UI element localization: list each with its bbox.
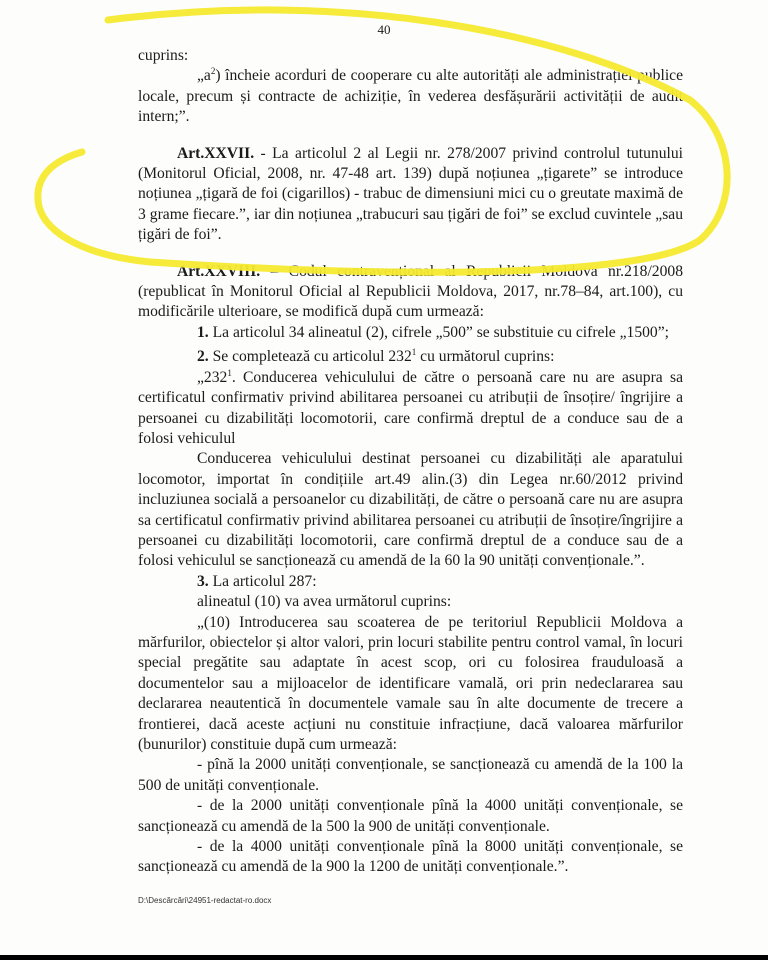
- paragraph-232-2: [138, 449, 683, 571]
- text-run: - de la 4000 unități convenționale pînă la 8000 unități convenționale, se sancționează cu amendă de la 900 la 1200 de unități convenționale.”.: [138, 838, 683, 876]
- item-number: 2.: [197, 348, 209, 366]
- paragraph-cuprins: [138, 46, 683, 66]
- item-number: 3.: [197, 572, 209, 590]
- item-1: [138, 323, 683, 343]
- item-number: 1.: [197, 323, 209, 341]
- article-xxvii: [138, 144, 683, 246]
- superscript: 1: [227, 367, 232, 378]
- text-run: ) încheie acorduri de cooperare cu alte autorități ale administrației publice locale, precum și contracte de achiziție, în vederea desfășurării activității de audit intern;”.: [138, 67, 683, 126]
- dash-item-2: [138, 796, 683, 837]
- item-text: La articolul 287:: [208, 572, 317, 590]
- paragraph-a2: [138, 66, 683, 127]
- text-run: . Conducerea vehiculului de către o persoană care nu are asupra sa certificatul confirmativ privind abilitarea persoanei cu atribuții de însoțire/ îngrijire a persoanei cu dizabilități locomotorii, care confirmă dreptul de a conduce sau de a folosi vehiculul: [138, 368, 683, 447]
- text-run: - de la 2000 unități convenționale pînă la 4000 unități convenționale, se sancționează cu amendă de la 500 la 900 de unități convenționale.: [138, 797, 683, 835]
- page-number: 40: [377, 22, 391, 37]
- paragraph-alin-10: [138, 613, 683, 756]
- article-text: – Codul contravențional al Republicii Moldova nr.218/2008 (republicat în Monitorul Oficial al Republicii Moldova, 2017, nr.78–84, art.100), cu modificările ulterioare, se modifică după cum urmează:: [138, 262, 683, 321]
- article-text: - La articolul 2 al Legii nr. 278/2007 privind controlul tutunului (Monitorul Oficial, 2008, nr. 47-48 art. 139) după noțiunea „țigarete” se introduce noțiunea „țigară de foi (cigarillos) - trabuc de dimensiuni mici cu o greutate maximă de 3 grame fiecare.”, iar din noțiunea „trabucuri sau țigări de foi” se exclud cuvintele „sau țigări de foi”.: [138, 144, 683, 244]
- text-run: alineatul (10) va avea următorul cuprins:: [197, 593, 452, 611]
- text-run: Conducerea vehiculului destinat persoanei cu dizabilități ale aparatului locomotor, importat în condițiile art.49 alin.(3) din Legea nr.60/2012 privind incluziunea socială a persoanelor cu dizabilități, de către o persoană care nu are asupra sa certificatul confirmativ privind abilitarea persoanei cu atribuții de însoțire/îngrijire a persoanei cu dizabilități locomotorii, care confirmă dreptul de a conduce sau de a folosi vehiculul se sancționează cu amendă de la 60 la 90 unități convenționale.”.: [138, 450, 683, 570]
- text-run: - pînă la 2000 unități convenționale, se sancționează cu amendă de la 100 la 500 de unități convenționale.: [138, 756, 683, 794]
- text-run: „(10) Introducerea sau scoaterea de pe teritoriul Republicii Moldova a mărfurilor, obiectelor și altor valori, prin locuri stabilite pentru control vamal, în locuri special pregătite sau adaptate în acest scop, ori cu folosirea frauduloasă a documentelor sau a mijloacelor de identificare vamală, ori prin nedeclararea sau declararea neautentică în documentele vamale sau în alte documente de trecere a frontierei, dacă aceste acțiuni nu constituie infracțiune, dacă valoarea mărfurilor (bunurilor) constituie după cum urmează:: [138, 613, 683, 753]
- item-3-sub: [138, 592, 683, 612]
- article-xxviii: [138, 262, 683, 323]
- item-2: [138, 347, 683, 367]
- text-run: „232: [197, 368, 228, 386]
- item-text: Se completează cu articolul 232: [208, 348, 412, 366]
- dash-item-3: [138, 837, 683, 878]
- item-text: cu următorul cuprins:: [416, 348, 555, 366]
- superscript: 1: [411, 347, 417, 358]
- text-run: cuprins:: [138, 47, 189, 64]
- document-body: [138, 46, 683, 878]
- dash-item-1: [138, 755, 683, 796]
- item-3: [138, 572, 683, 592]
- superscript: 2: [210, 66, 216, 77]
- article-label: Art.XXVII.: [177, 144, 255, 162]
- item-text: La articolul 34 alineatul (2), cifrele „500” se substituie cu cifrele „1500”;: [208, 323, 669, 341]
- text-run: „a: [197, 67, 211, 85]
- paragraph-232-1: [138, 368, 683, 450]
- footer-file-path: D:\Descărcări\24951-redactat-ro.docx: [138, 896, 272, 905]
- article-label: Art.XXVIII.: [177, 262, 261, 280]
